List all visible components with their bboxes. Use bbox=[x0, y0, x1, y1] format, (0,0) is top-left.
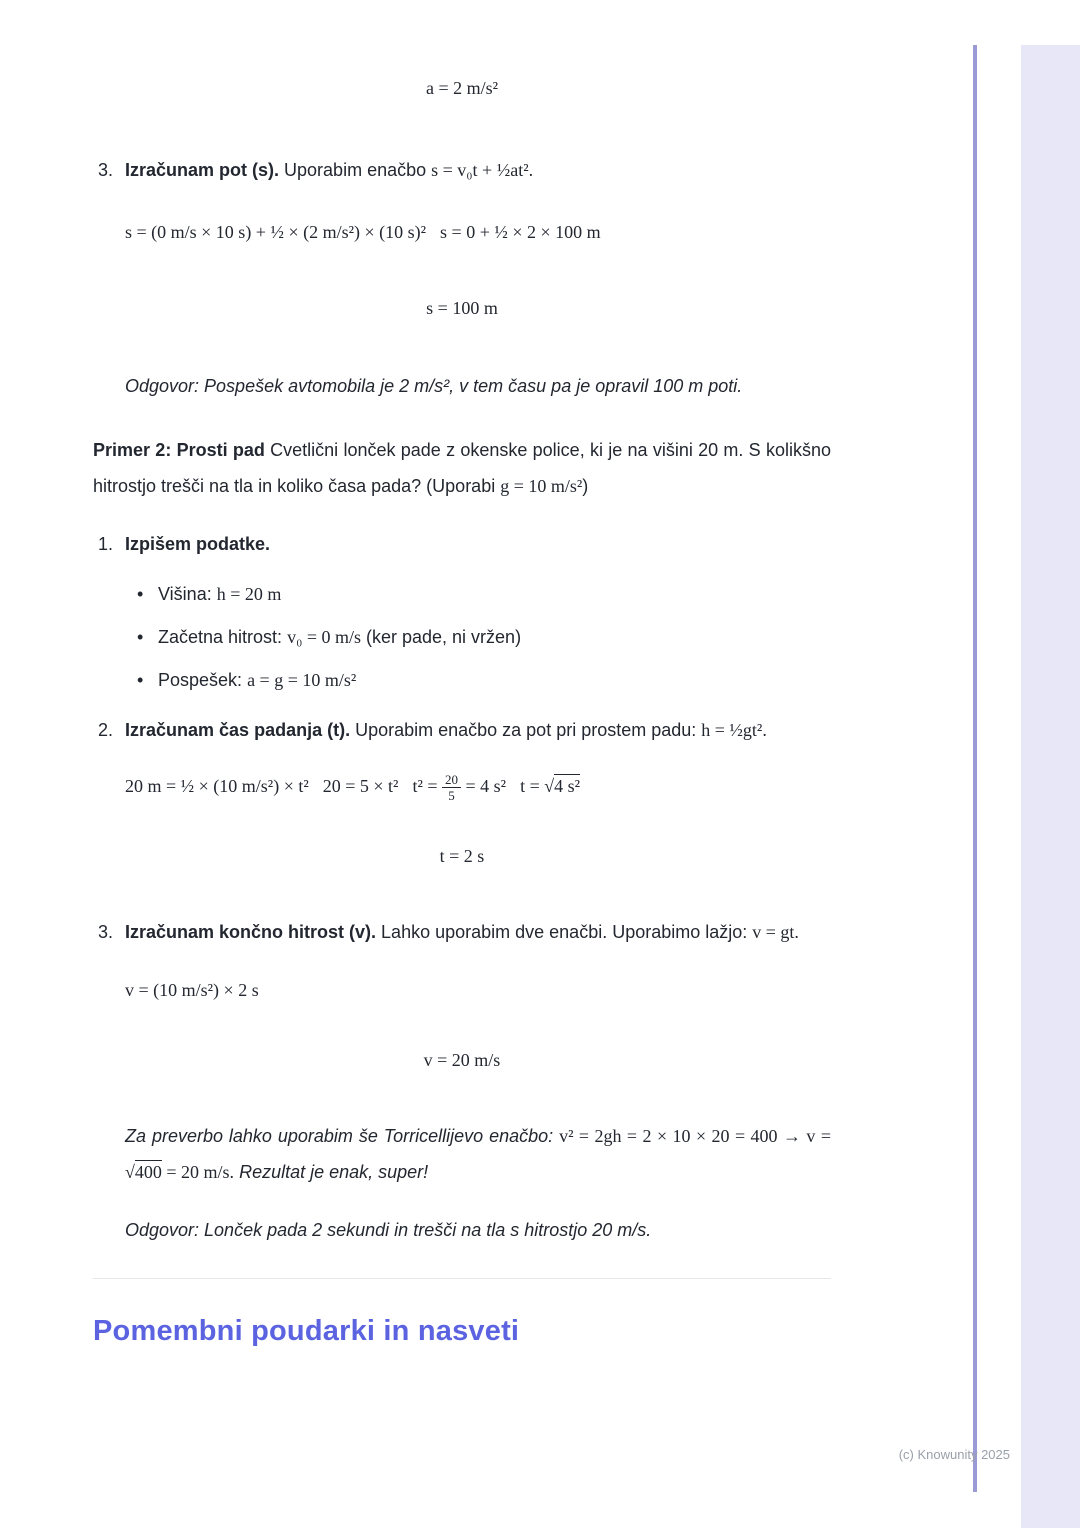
fraction-numerator: 20 bbox=[442, 772, 461, 788]
bullet-item-pospesek bbox=[93, 662, 831, 698]
step-title: Izračunam pot (s). bbox=[125, 160, 280, 180]
equation-part: s = 0 + ½ × 2 × 100 m bbox=[440, 222, 601, 242]
equation-part: v = (10 m/s²) × 2 s bbox=[125, 980, 259, 1000]
document-content bbox=[93, 0, 831, 1351]
list-number: 2. bbox=[98, 720, 114, 740]
copyright-footer: (c) Knowunity 2025 bbox=[898, 1447, 1010, 1462]
equation-time-result: t = 2 s bbox=[439, 846, 485, 866]
list-item-step3-hitrost bbox=[93, 914, 831, 950]
inline-math: s = v₀t + ½at². bbox=[431, 160, 534, 180]
equation-part bbox=[520, 768, 580, 804]
list-item-step1-podatki bbox=[93, 526, 831, 562]
paragraph-primer2 bbox=[93, 432, 831, 504]
bullet-list bbox=[93, 576, 831, 698]
list-text bbox=[125, 914, 831, 950]
inline-math: v = gt. bbox=[752, 922, 799, 942]
bullet-text-end: (ker pade, ni vržen) bbox=[361, 627, 522, 647]
fraction bbox=[442, 772, 461, 803]
inline-math: v² = 2gh = 2 × 10 × 20 = 400 → v = bbox=[559, 1126, 832, 1146]
inline-math: g = 10 m/s² bbox=[500, 476, 583, 496]
answer-paragraph-1: Odgovor: Pospešek avtomobila je 2 m/s², v tem času pa je opravil 100 m poti. bbox=[125, 376, 743, 396]
equation-path-result: s = 100 m bbox=[426, 298, 498, 318]
step-text: Uporabim enačbo bbox=[279, 160, 432, 180]
square-root bbox=[544, 774, 580, 796]
equation-part: 20 = 5 × t² bbox=[322, 776, 399, 796]
fraction-denominator: 5 bbox=[448, 788, 455, 804]
bullet-text: Pospešek: bbox=[158, 670, 248, 690]
list-text bbox=[125, 160, 533, 180]
section-divider bbox=[93, 1278, 831, 1279]
step-title: Izpišem podatke. bbox=[125, 534, 271, 554]
primer2-text-end: ) bbox=[582, 476, 589, 496]
bullet-icon: • bbox=[137, 627, 144, 647]
check-text-end: Rezultat je enak, super! bbox=[234, 1162, 429, 1182]
list-item-step2-cas bbox=[93, 712, 831, 748]
equation-time-calculation bbox=[125, 768, 831, 804]
equation-text: t² = bbox=[412, 776, 443, 796]
bullet-item-visina bbox=[93, 576, 831, 612]
list-item-step3-pot bbox=[93, 152, 831, 188]
step-text: Uporabim enačbo za pot pri prostem padu: bbox=[350, 720, 702, 740]
inline-math: = 20 m/s. bbox=[161, 1162, 235, 1182]
list-number: 3. bbox=[98, 922, 114, 942]
radicand: 4 s² bbox=[554, 776, 581, 796]
step-title: Izračunam končno hitrost (v). bbox=[125, 922, 377, 942]
radicand: 400 bbox=[134, 1162, 162, 1182]
list-text bbox=[125, 712, 831, 748]
bullet-icon: • bbox=[137, 670, 144, 690]
inline-math: v₀ = 0 m/s bbox=[287, 627, 361, 647]
section-heading: Pomembni poudarki in nasveti bbox=[93, 1315, 520, 1347]
equation-part: s = (0 m/s × 10 s) + ½ × (2 m/s²) × (10 s)² bbox=[125, 222, 427, 242]
list-number: 1. bbox=[98, 534, 114, 554]
radical-icon: √ bbox=[544, 776, 555, 796]
equation-part bbox=[412, 768, 506, 804]
step-title: Izračunam čas padanja (t). bbox=[125, 720, 351, 740]
equation-acceleration-result: a = 2 m/s² bbox=[425, 78, 499, 98]
inline-math: a = g = 10 m/s² bbox=[247, 670, 357, 690]
answer-paragraph-2: Odgovor: Lonček pada 2 sekundi in trešči na tla s hitrostjo 20 m/s. bbox=[125, 1220, 652, 1240]
equation-text: = 4 s² bbox=[461, 776, 507, 796]
list-text bbox=[125, 534, 270, 554]
bullet-text: Začetna hitrost: bbox=[158, 627, 288, 647]
radical-icon: √ bbox=[125, 1162, 135, 1182]
step-text: Lahko uporabim dve enačbi. Uporabimo lažjo: bbox=[376, 922, 753, 942]
bullet-text: Višina: bbox=[158, 584, 217, 604]
paragraph-check bbox=[125, 1118, 831, 1190]
bullet-item-hitrost bbox=[93, 619, 831, 655]
page-edge-strip bbox=[1021, 45, 1080, 1528]
equation-part: 20 m = ½ × (10 m/s²) × t² bbox=[125, 776, 309, 796]
equation-velocity-result: v = 20 m/s bbox=[423, 1050, 501, 1070]
equation-velocity-calculation bbox=[125, 972, 831, 1008]
equation-path-calculation bbox=[125, 214, 831, 250]
check-text: Za preverbo lahko uporabim še Torricellijevo enačbo: bbox=[125, 1126, 560, 1146]
page-edge-line bbox=[973, 45, 977, 1492]
square-root bbox=[125, 1160, 162, 1182]
primer2-text: Cvetlični lonček pade z okenske police, ki je na višini 20 m. S kolikšno hitrostjo trešči na tla in koliko časa pada? (Uporabi bbox=[93, 440, 831, 496]
list-number: 3. bbox=[98, 160, 114, 180]
bullet-icon: • bbox=[137, 584, 144, 604]
inline-math: h = ½gt². bbox=[701, 720, 767, 740]
primer2-title: Primer 2: Prosti pad bbox=[93, 440, 265, 460]
inline-math: h = 20 m bbox=[216, 584, 282, 604]
equation-text: t = bbox=[520, 776, 545, 796]
